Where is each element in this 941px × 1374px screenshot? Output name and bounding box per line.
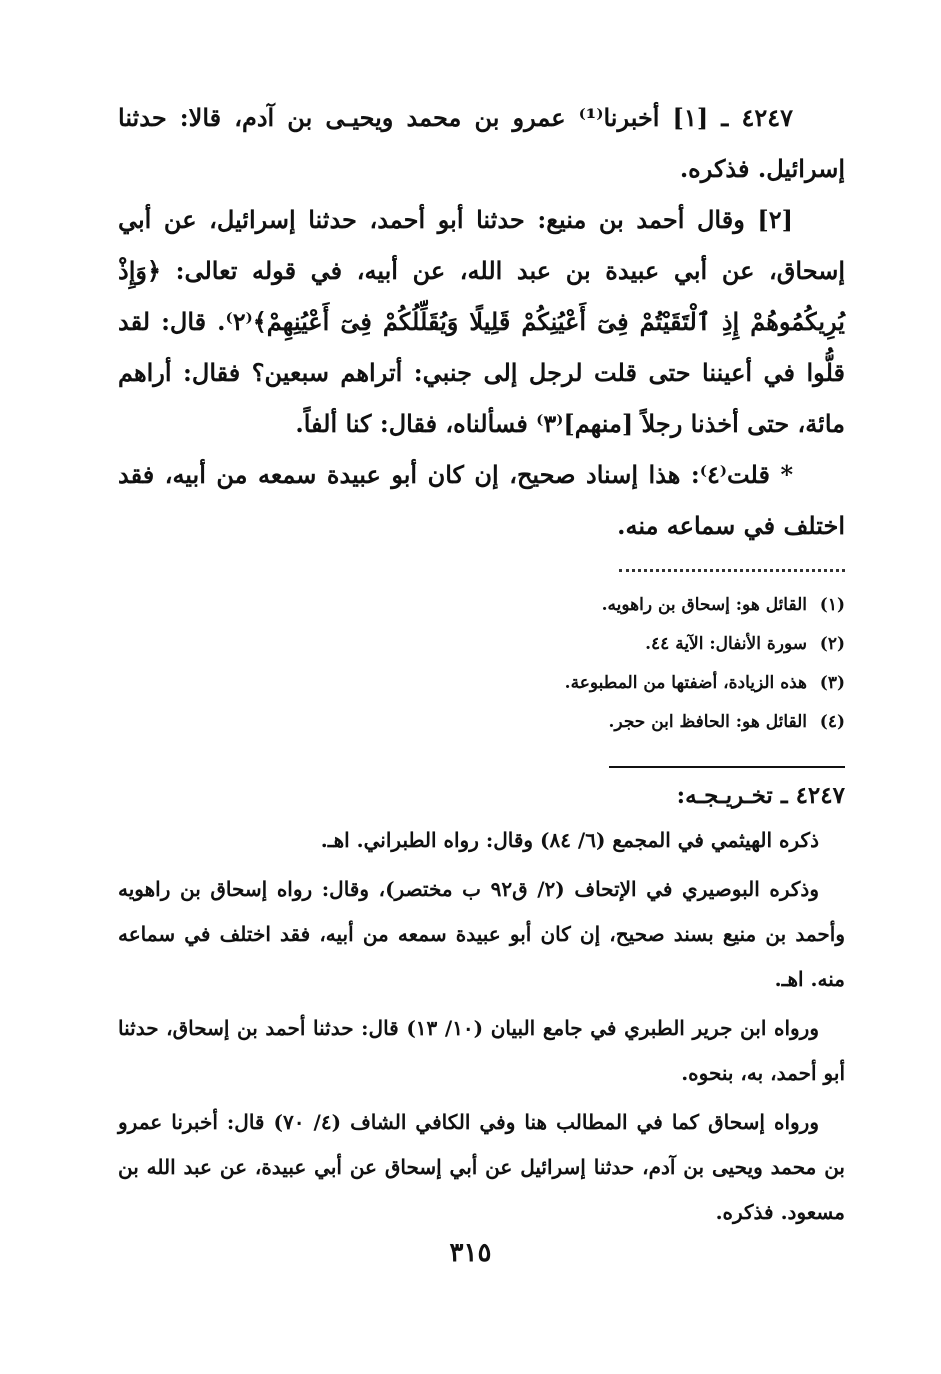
takhrij-separator <box>609 766 845 768</box>
hadith-paragraph-2: [٢] وقال أحمد بن منيع: حدثنا أبو أحمد، حدثنا إسرائيل، عن أبي إسحاق، عن أبي عبيدة بن عبد الله، عن أبيه، في قوله تعالى: ﴿وَإِذْ يُرِيكُمُوهُمْ إِذِ ٱلْتَقَيْتُمْ فِىٓ أَعْيُنِكُمْ قَلِيلًا وَيُقَلِّلُكُمْ فِىٓ أَعْيُنِهِمْ﴾⁽٢⁾. قال: لقد قلُّوا في أعيننا حتى قلت لرجل إلى جنبي: أتراهم سبعين؟ فقال: أراهم مائة، حتى أخذنا رجلاً [منهم]⁽٣⁾ فسألناه، فقال: كنا ألفاً. <box>118 205 845 438</box>
takhrij-paragraph: ورواه إسحاق كما في المطالب هنا وفي الكافي الشاف (٤/ ٧٠) قال: أخبرنا عمرو بن محمد ويحيى بن آدم، حدثنا إسرائيل عن أبي إسحاق عن أبي عبيدة، عن عبد الله بن مسعود. فذكره. <box>118 1110 845 1224</box>
hadith-paragraph-3: * قلت⁽٤⁾: هذا إسناد صحيح، إن كان أبو عبيدة سمعه من أبيه، فقد اختلف في سماعه منه. <box>118 460 845 540</box>
takhrij-body <box>118 818 845 1235</box>
takhrij-paragraph: ورواه ابن جرير الطبري في جامع البيان (١٠/ ١٣) قال: حدثنا أحمد بن إسحاق، حدثنا أبو أحمد، به، بنحوه. <box>118 1016 845 1085</box>
takhrij-heading: ٤٢٤٧ ـ تخـريـجـه: <box>676 782 845 809</box>
hadith-paragraph-1: ٤٢٤٧ ـ [١] أخبرنا⁽¹⁾ عمرو بن محمد ويحيـى بن آدم، قالا: حدثنا إسرائيل. فذكره. <box>118 103 845 183</box>
takhrij-paragraph: ذكره الهيثمي في المجمع (٦/ ٨٤) وقال: رواه الطبراني. اهـ. <box>320 828 819 852</box>
footnote-item: (٢)سورة الأنفال: الآية ٤٤. <box>645 634 845 654</box>
hadith-text <box>118 92 845 551</box>
page-number: ٣١٥ <box>449 1238 492 1268</box>
footnote-item: (١)القائل هو: إسحاق بن راهويه. <box>601 595 845 615</box>
footnote-separator <box>619 569 845 572</box>
footnote-item: (٣)هذه الزيادة، أضفتها من المطبوعة. <box>564 673 845 693</box>
takhrij-paragraph: وذكره البوصيري في الإتحاف (٢/ ق٩٢ ب مختصر)، وقال: رواه إسحاق بن راهويه وأحمد بن منيع بسند صحيح، إن كان أبو عبيدة سمعه من أبيه، فقد اختلف في سماعه منه. اهـ. <box>118 877 845 991</box>
footnote-item: (٤)القائل هو: الحافظ ابن حجر. <box>608 712 845 732</box>
footnotes <box>118 586 845 742</box>
